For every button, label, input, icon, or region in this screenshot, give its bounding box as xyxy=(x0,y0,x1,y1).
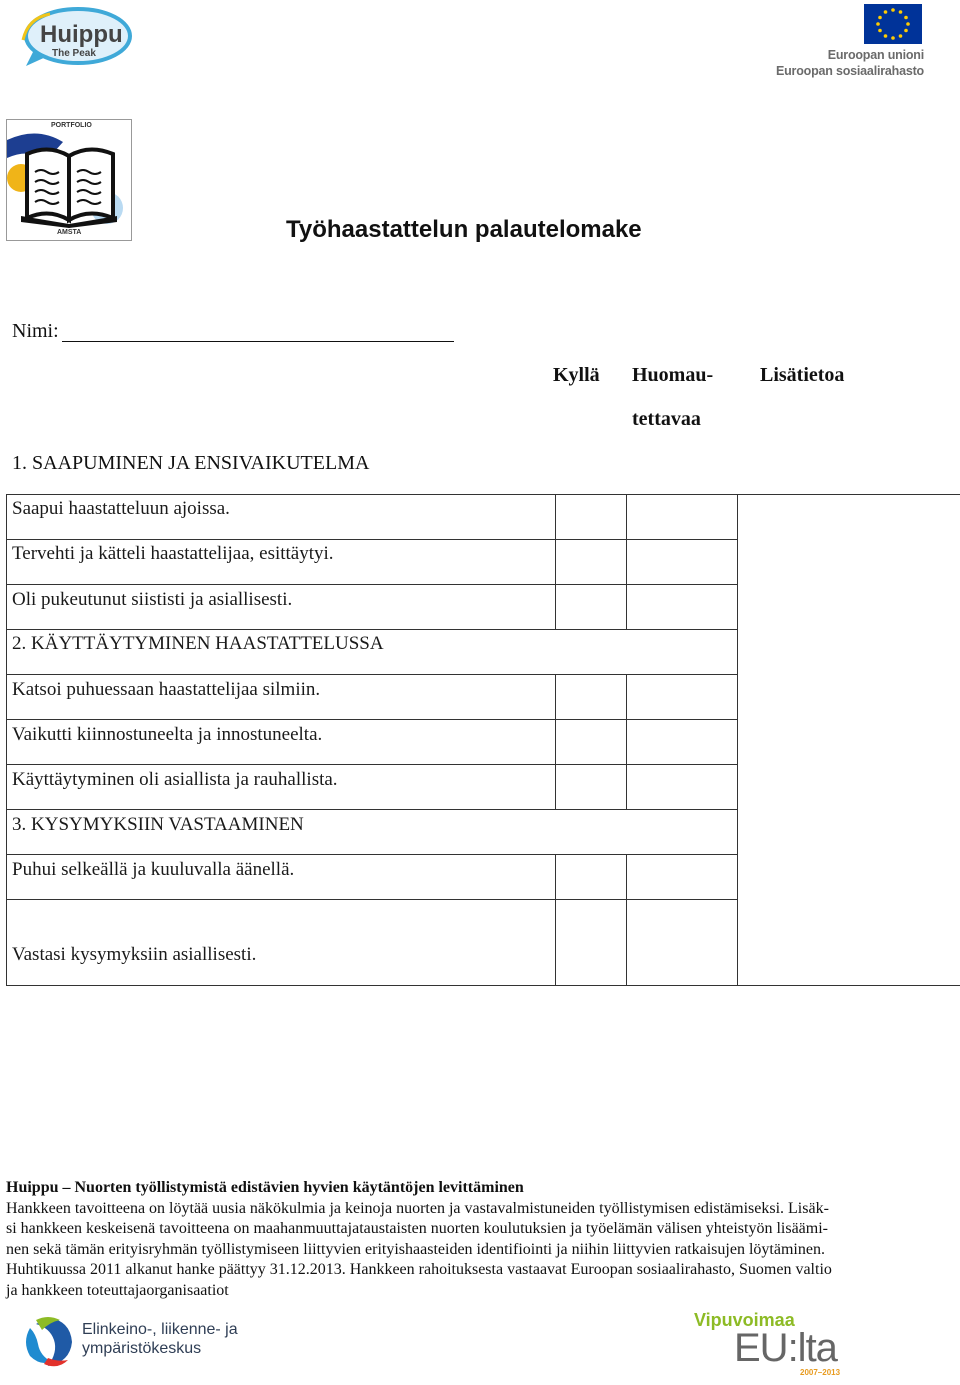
column-header-info: Lisätietoa xyxy=(760,364,845,386)
cell-note-2-3[interactable] xyxy=(627,765,737,809)
item-behaviour: Käyttäytyminen oli asiallista ja rauhallista. xyxy=(12,769,338,790)
cell-note-2-2[interactable] xyxy=(627,720,737,764)
item-answers: Vastasi kysymyksiin asiallisesti. xyxy=(12,944,257,965)
cell-yes-1-1[interactable] xyxy=(556,495,626,539)
cell-note-1-2[interactable] xyxy=(627,540,737,584)
cell-note-3-2[interactable] xyxy=(627,900,737,985)
section-heading-3: 3. KYSYMYKSIIN VASTAAMINEN xyxy=(12,814,304,835)
cell-yes-2-3[interactable] xyxy=(556,765,626,809)
footer-line: ja hankkeen toteuttajaorganisaatiot xyxy=(6,1281,229,1299)
name-label: Nimi: xyxy=(12,320,59,342)
cell-note-1-3[interactable] xyxy=(627,585,737,629)
column-header-yes: Kyllä xyxy=(553,364,600,386)
footer-text xyxy=(6,1178,936,1301)
eu-label-union: Euroopan unioni xyxy=(827,48,924,62)
huippu-logo-name: Huippu xyxy=(40,21,123,48)
footer-line: nen sekä tämän erityisryhmän työllistymiseen liittyvien erityishaasteiden identifiointi ja niihin liittyvien ratkaisujen löytäminen. xyxy=(6,1240,825,1258)
vipuvoimaa-logo xyxy=(690,1310,850,1380)
item-on-time: Saapui haastatteluun ajoissa. xyxy=(12,498,230,519)
table-border-left xyxy=(6,494,7,985)
vipuvoimaa-eu: EU:lta xyxy=(734,1326,837,1370)
page-title: Työhaastattelun palautelomake xyxy=(286,216,642,243)
cell-yes-1-3[interactable] xyxy=(556,585,626,629)
eu-logo xyxy=(775,2,946,82)
eu-flag-icon xyxy=(864,4,922,44)
cell-yes-2-1[interactable] xyxy=(556,675,626,719)
footer-line: Hankkeen tavoitteena on löytää uusia näkökulmia ja keinoja nuorten ja vastavalmistuneiden työllistymisen edistämiseksi. Lisäk- xyxy=(6,1199,829,1217)
cell-yes-3-1[interactable] xyxy=(556,855,626,899)
section-heading-1: 1. SAAPUMINEN JA ENSIVAIKUTELMA xyxy=(12,452,370,474)
portfolio-label: PORTFOLIO xyxy=(51,122,92,129)
ely-name-line2: ympäristökeskus xyxy=(82,1340,202,1357)
amsta-label: AMSTA xyxy=(57,229,82,236)
footer-line: si hankkeen keskeisenä tavoitteena on maahanmuuttajataustaisten nuorten koulutuksien ja työelämän välisen yhteistyön lisäämi- xyxy=(6,1220,828,1237)
cell-note-2-1[interactable] xyxy=(627,675,737,719)
cell-note-3-1[interactable] xyxy=(627,855,737,899)
huippu-logo-tagline: The Peak xyxy=(52,48,96,59)
item-interest: Vaikutti kiinnostuneelta ja innostuneelta. xyxy=(12,724,323,745)
item-greeting: Tervehti ja kätteli haastattelijaa, esittäytyi. xyxy=(12,543,334,564)
eu-label-fund: Euroopan sosiaalirahasto xyxy=(775,64,924,78)
column-header-note: Huomau- xyxy=(632,364,714,386)
cell-yes-3-2[interactable] xyxy=(556,900,626,985)
ely-centre-logo xyxy=(18,1312,258,1374)
table-rule xyxy=(6,629,737,630)
cell-yes-1-2[interactable] xyxy=(556,540,626,584)
footer-line: Huhtikuussa 2011 alkanut hanke päättyy 31.12.2013. Hankkeen rahoituksesta vastaavat Euroopan sosiaalirahasto, Suomen valtio xyxy=(6,1261,832,1278)
ely-swirl-icon xyxy=(18,1312,78,1372)
item-clear-voice: Puhui selkeällä ja kuuluvalla äänellä. xyxy=(12,859,295,880)
cell-yes-2-2[interactable] xyxy=(556,720,626,764)
section-heading-2: 2. KÄYTTÄYTYMINEN HAASTATTELUSSA xyxy=(12,633,384,654)
item-dress: Oli pukeutunut siististi ja asiallisesti. xyxy=(12,589,293,610)
item-eye-contact: Katsoi puhuessaan haastattelijaa silmiin. xyxy=(12,679,321,700)
vipuvoimaa-title: Vipuvoimaa xyxy=(694,1310,795,1330)
table-rule xyxy=(6,809,737,810)
portfolio-book-image xyxy=(6,119,132,241)
footer-heading: Huippu – Nuorten työllistymistä edistävien hyvien käytäntöjen levittäminen xyxy=(6,1179,524,1196)
table-border-bottom xyxy=(6,985,960,986)
cell-note-1-1[interactable] xyxy=(627,495,737,539)
huippu-logo xyxy=(20,6,132,72)
ely-name-line1: Elinkeino-, liikenne- ja xyxy=(82,1321,238,1338)
cell-info[interactable] xyxy=(738,495,960,985)
column-header-note-cont: tettavaa xyxy=(632,408,701,430)
vipuvoimaa-years: 2007–2013 xyxy=(800,1368,841,1377)
name-field-line[interactable] xyxy=(62,341,454,342)
